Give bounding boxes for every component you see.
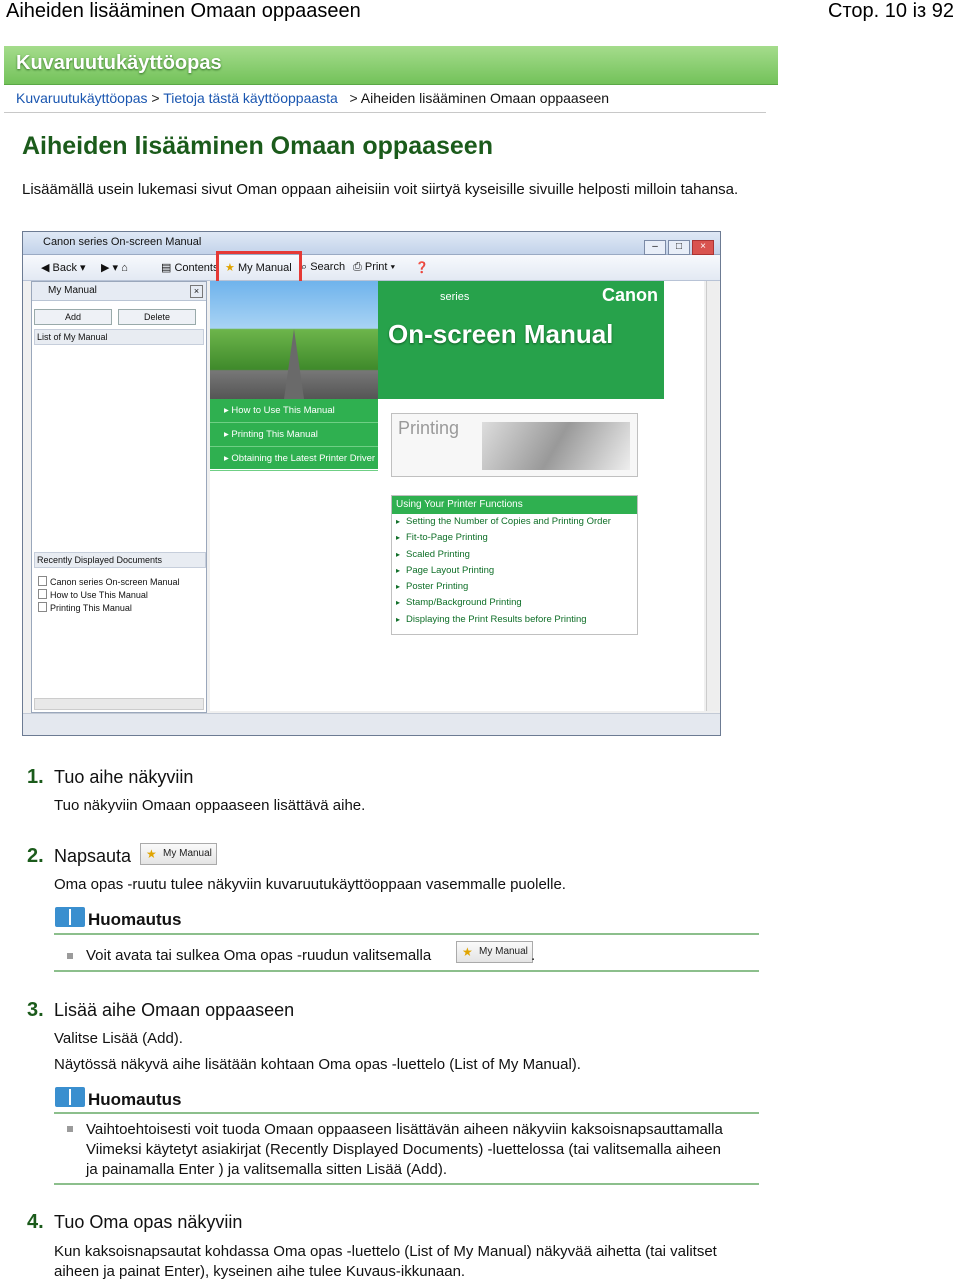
step-4-number: 4. — [27, 1211, 44, 1233]
printing-panel: Printing — [391, 413, 638, 477]
green-links — [210, 399, 378, 469]
window-titlebar — [23, 232, 720, 255]
recent-docs-list — [38, 576, 180, 615]
list-item: ▸ Scaled Printing — [392, 547, 637, 563]
content-scrollbar — [706, 281, 719, 711]
note-1-suffix: . — [531, 947, 536, 964]
banner-text: Kuvaruutukäyttöopas — [16, 52, 222, 74]
back-button: ◀ Back ▾ — [41, 262, 86, 274]
search-button: ⌕ Search — [301, 261, 346, 273]
note-2-bullet — [67, 1126, 73, 1132]
note-2-title: Huomautus — [88, 1090, 182, 1109]
road-image — [210, 281, 378, 399]
breadcrumb-link-about[interactable]: Tietoja tästä käyttöoppaasta — [163, 90, 338, 106]
step-3-number: 3. — [27, 999, 44, 1021]
step-2-text: Oma opas -ruutu tulee näkyviin kuvaruutukäyttöoppaan vasemmalle puolelle. — [54, 876, 566, 893]
list-item: ▸ Stamp/Background Printing — [392, 595, 637, 611]
breadcrumb-link-home[interactable]: Kuvaruutukäyttöopas — [16, 90, 148, 106]
section-heading: Aiheiden lisääminen Omaan oppaaseen — [22, 132, 493, 160]
breadcrumb: Kuvaruutukäyttöopas > Tietoja tästä käyttöoppaasta > Aiheiden lisääminen Omaan oppaaseen — [16, 90, 610, 106]
step-2-number: 2. — [27, 845, 44, 867]
step-3-text-1: Valitse Lisää (Add). — [54, 1030, 183, 1047]
note-2-divider-bottom — [54, 1183, 759, 1185]
page-title: Aiheiden lisääminen Omaan oppaaseen — [6, 0, 361, 22]
list-item: ▸ Fit-to-Page Printing — [392, 530, 637, 546]
functions-panel: Using Your Printer Functions ▸ Setting the Number of Copies and Printing Order ▸ Fit-to-Page Printing ▸ Scaled Printing ▸ Page Layout Printing ▸ Poster Printing ▸ Stamp/Background Printing ▸ Displaying the Print Results before Printing — [391, 495, 638, 635]
recent-docs-header: Recently Displayed Documents — [34, 552, 206, 568]
printer-photo — [482, 422, 630, 470]
contents-button: ▤ Contents — [161, 262, 219, 274]
note-2-divider-top — [54, 1112, 759, 1114]
manual-content — [210, 281, 704, 711]
my-manual-button-inline: ★ My Manual — [140, 843, 217, 865]
canon-logo: Canon — [602, 285, 658, 305]
close-icon: × — [692, 240, 714, 255]
my-manual-highlight — [216, 251, 302, 285]
my-manual-button-screenshot: ★ My Manual — [225, 262, 292, 274]
pane-header: My Manual × — [32, 282, 206, 301]
intro-text: Lisäämällä usein lukemasi sivut Oman oppaan aiheisiin voit siirtyä kyseisille sivuille helposti milloin tahansa. — [22, 181, 739, 198]
manual-window-screenshot — [22, 231, 721, 736]
pane-close-icon: × — [190, 285, 203, 298]
note-2-text: Vaihtoehtoisesti voit tuoda Omaan oppaaseen lisättävän aiheen näkyviin kaksoisnapsauttamalla Viimeksi käytetyt asiakirjat (Recently Displayed Documents) -luettelossa (tai valitsemalla aiheen ja painamalla Enter ) ja valitsemalla sitten Lisää (Add). — [86, 1121, 723, 1178]
list-item: How to Use This Manual — [38, 589, 180, 602]
breadcrumb-divider — [4, 112, 766, 113]
pane-delete-button: Delete — [118, 309, 196, 325]
list-item: Canon series On-screen Manual — [38, 576, 180, 589]
note-1-bullet — [67, 953, 73, 959]
step-1-text: Tuo näkyviin Omaan oppaaseen lisättävä aihe. — [54, 797, 366, 814]
step-4-text: Kun kaksoisnapsautat kohdassa Oma opas -luettelo (List of My Manual) näkyvää aihetta (tai valitset aiheen ja painat Enter), kyseinen aihe tulee Kuvaus-ikkunaan. — [54, 1243, 717, 1280]
step-2-title: Napsauta — [54, 846, 132, 866]
note-book-icon — [55, 1087, 85, 1107]
status-bar — [23, 713, 720, 736]
note-book-icon — [55, 907, 85, 927]
step-3-title: Lisää aihe Omaan oppaaseen — [54, 1000, 295, 1020]
list-item: ▸ How to Use This Manual — [210, 399, 378, 423]
my-manual-pane — [31, 281, 207, 713]
window-toolbar — [23, 255, 720, 281]
maximize-icon: □ — [668, 240, 690, 255]
list-item: ▸ Page Layout Printing — [392, 563, 637, 579]
pane-scrollbar — [34, 698, 204, 710]
step-1-title: Tuo aihe näkyviin — [54, 767, 194, 787]
list-item: ▸ Setting the Number of Copies and Printing Order — [392, 514, 637, 530]
window-title: Canon series On-screen Manual — [43, 236, 202, 248]
forward-icon: ▶ ▾ ⌂ — [101, 262, 128, 274]
breadcrumb-current: Aiheiden lisääminen Omaan oppaaseen — [360, 90, 610, 106]
osm-banner: series Canon On-screen Manual — [378, 281, 664, 399]
list-item: ▸ Poster Printing — [392, 579, 637, 595]
manual-banner — [4, 46, 778, 85]
note-1-title: Huomautus — [88, 910, 182, 929]
minimize-icon: – — [644, 240, 666, 255]
note-1-text: Voit avata tai sulkea Oma opas -ruudun valitsemalla — [86, 947, 432, 964]
note-1-divider-bottom — [54, 970, 759, 972]
list-item: Printing This Manual — [38, 602, 180, 615]
step-4-title: Tuo Oma opas näkyviin — [54, 1212, 243, 1232]
list-item: ▸ Printing This Manual — [210, 423, 378, 447]
step-1-number: 1. — [27, 766, 44, 788]
list-item: ▸ Obtaining the Latest Printer Driver — [210, 447, 378, 471]
my-manual-button-note: ★ My Manual — [456, 941, 533, 963]
print-button: ⎙ Print ▾ — [353, 261, 396, 273]
page-number: Стор. 10 із 92 — [828, 0, 954, 22]
help-icon: ❓ — [415, 262, 429, 274]
list-of-my-manual-header: List of My Manual — [34, 329, 204, 345]
note-1-divider-top — [54, 933, 759, 935]
pane-add-button: Add — [34, 309, 112, 325]
step-3-text-2: Näytössä näkyvä aihe lisätään kohtaan Oma opas -luettelo (List of My Manual). — [54, 1056, 581, 1073]
list-item: ▸ Displaying the Print Results before Printing — [392, 612, 637, 628]
